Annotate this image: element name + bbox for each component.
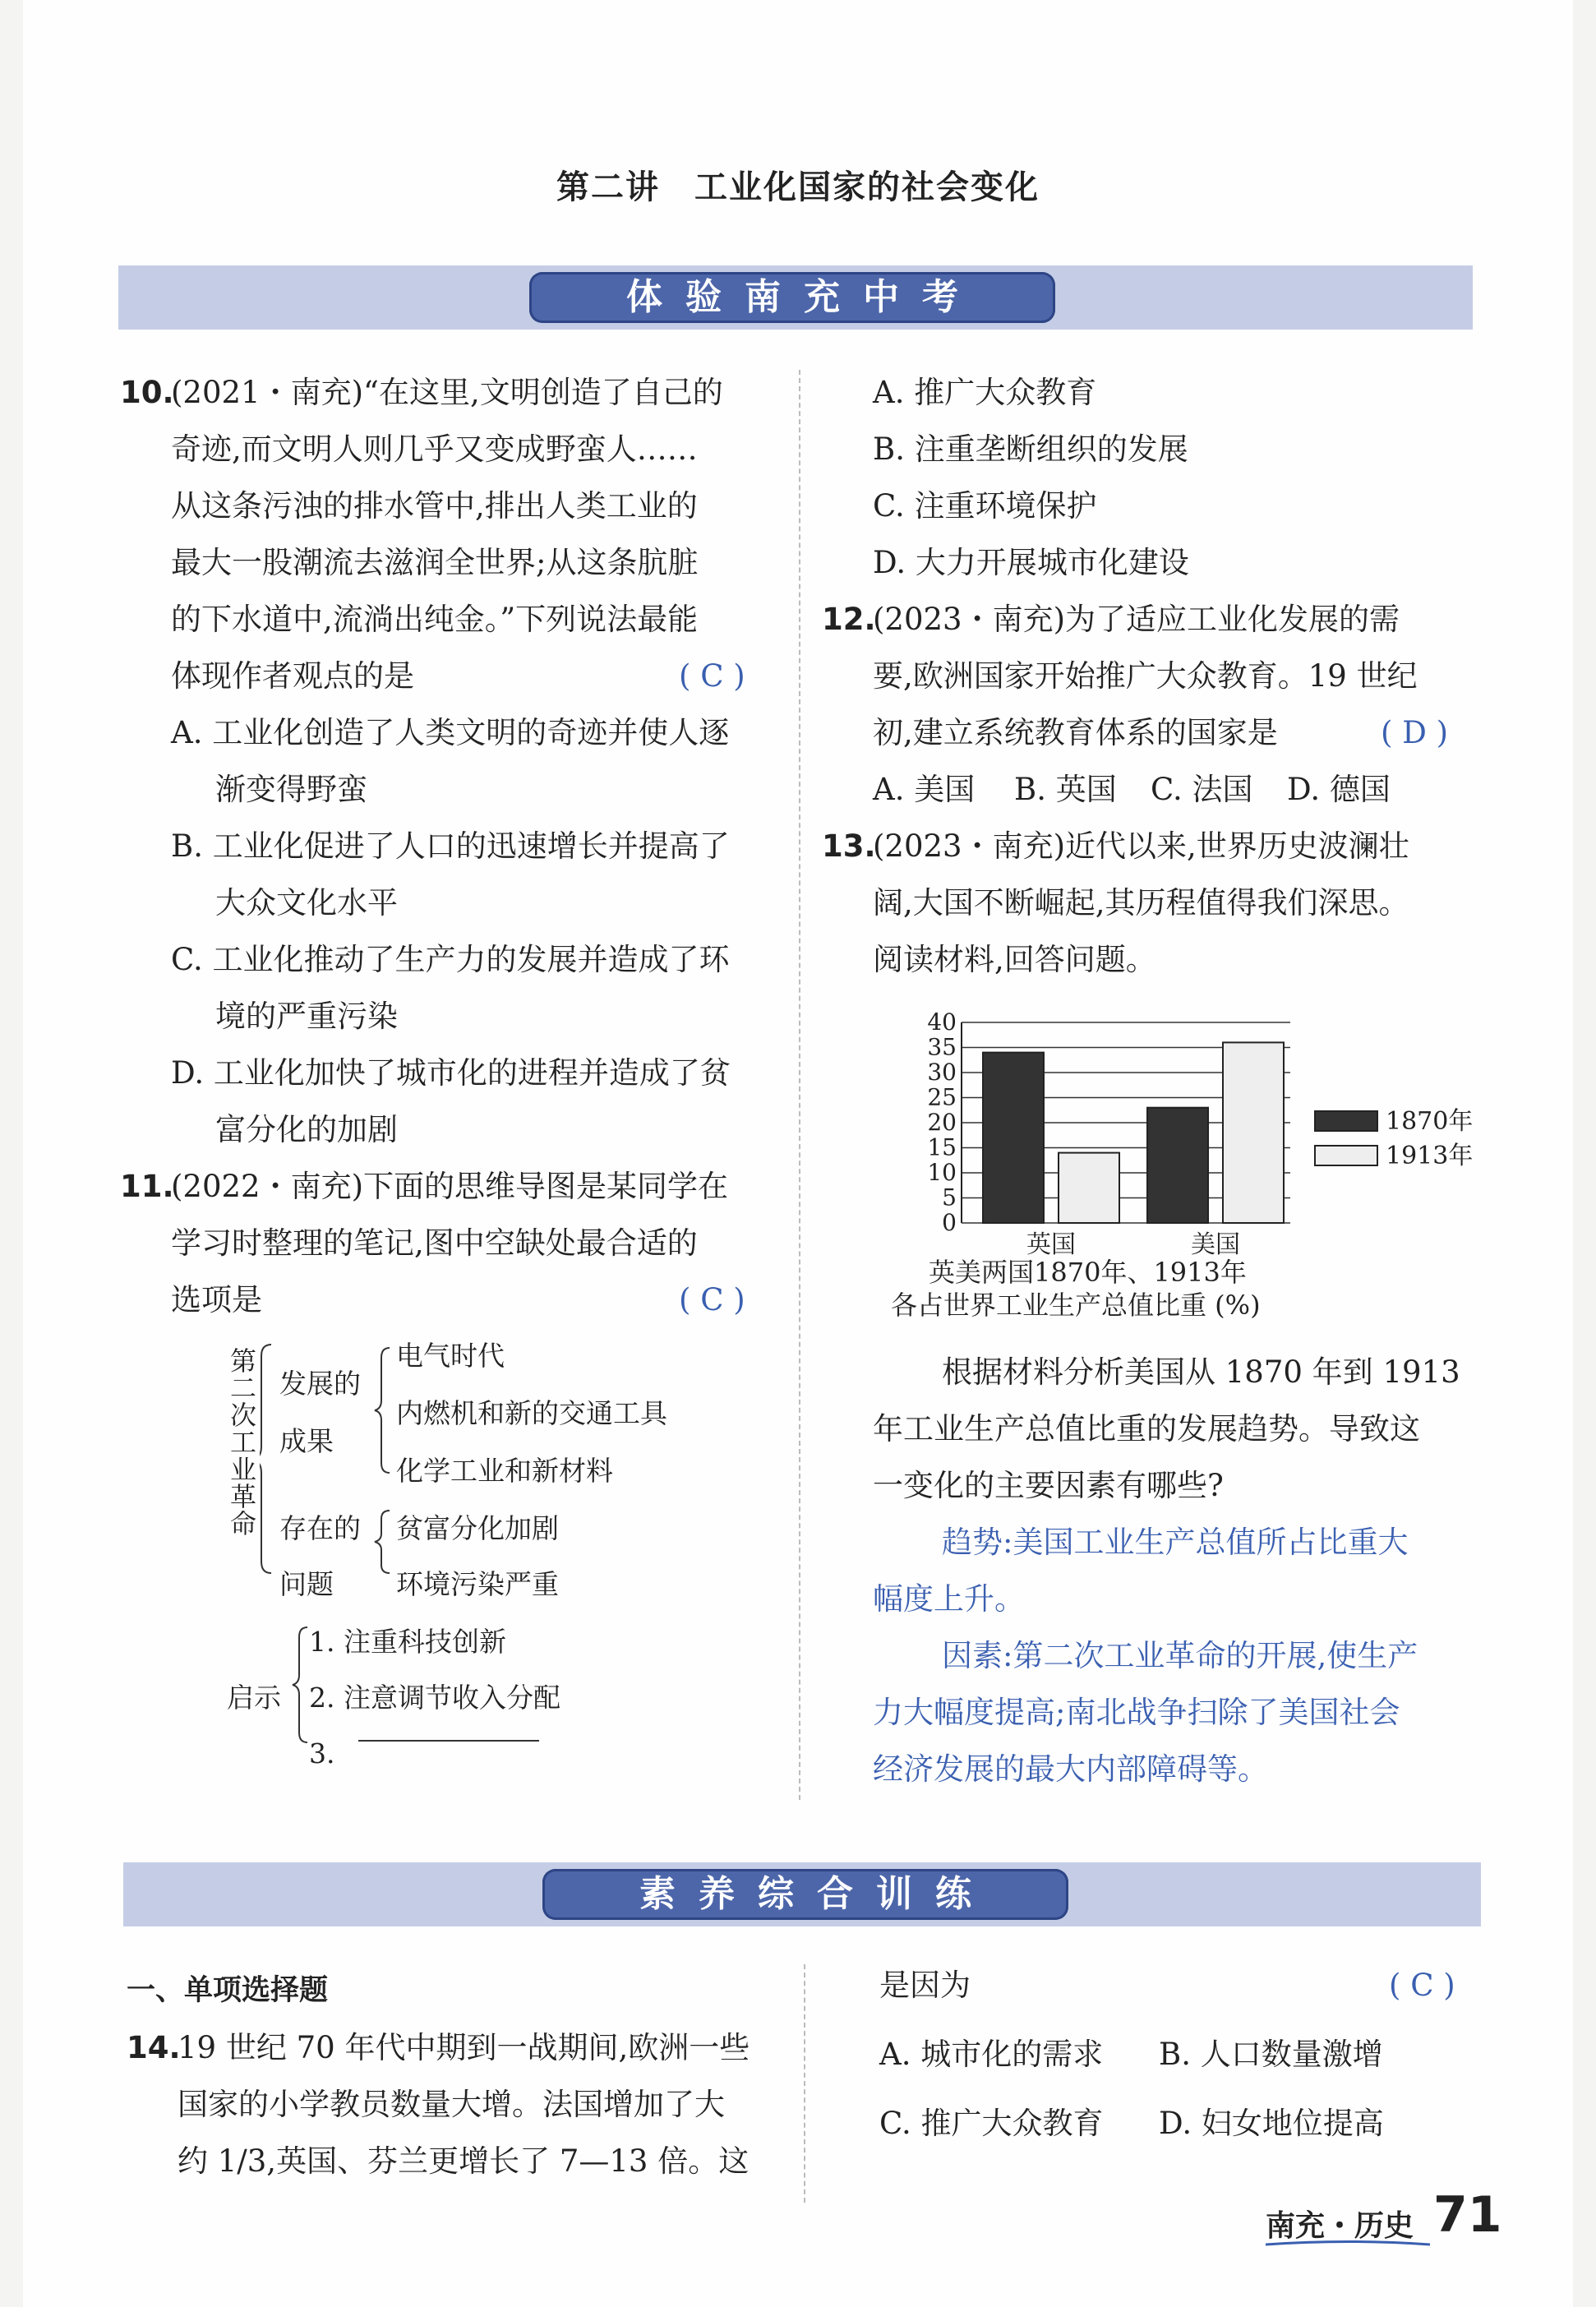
- section-band-2: [123, 1862, 1481, 1926]
- section-banner-2: 素养综合训练: [542, 1869, 1068, 1920]
- chart-ytick-label: 0: [942, 1209, 957, 1236]
- q12-number: 12.: [822, 602, 876, 637]
- q10-line: 体现作者观点的是: [171, 658, 414, 694]
- brace-branch1: [375, 1348, 390, 1473]
- q12-option: C. 法国: [1151, 772, 1253, 807]
- q10-line: (2021・南充)“在这里,文明创造了自己的: [171, 375, 723, 410]
- mindmap-branch1-a: 发展的: [279, 1368, 361, 1400]
- chart-ytick-label: 10: [927, 1159, 957, 1186]
- q10-option: B. 工业化促进了人口的迅速增长并提高了: [171, 828, 730, 864]
- mindmap-b1-item: 内燃机和新的交通工具: [396, 1397, 667, 1429]
- q10-option: 富分化的加剧: [215, 1112, 398, 1147]
- q12-option: B. 英国: [1014, 772, 1117, 807]
- q11-number: 11.: [120, 1169, 174, 1204]
- mindmap-branch1-b: 成果: [279, 1425, 334, 1457]
- section-banner-1: 体验南充中考: [529, 272, 1055, 323]
- chart-ytick-label: 40: [927, 1008, 957, 1036]
- q11-option: C. 注重环境保护: [873, 488, 1097, 524]
- mindmap-insight-item: 1. 注重科技创新: [309, 1626, 506, 1658]
- q13-question: 根据材料分析美国从 1870 年到 1913: [942, 1354, 1460, 1390]
- mindmap-b1-item: 电气时代: [396, 1340, 505, 1372]
- brace-root: [260, 1345, 271, 1573]
- q13-line: 阔,大国不断崛起,其历程值得我们深思。: [873, 885, 1409, 920]
- q13-number: 13.: [822, 828, 876, 864]
- chart-bar: [1223, 1042, 1284, 1223]
- chart-legend-label: 1913年: [1386, 1142, 1474, 1170]
- q10-option: A. 工业化创造了人类文明的奇迹并使人逐: [171, 715, 730, 750]
- mindmap-insight-item: 2. 注意调节收入分配: [309, 1682, 560, 1714]
- q13-answer: 因素:第二次工业革命的开展,使生产: [942, 1638, 1418, 1673]
- part-heading: 一、单项选择题: [127, 1974, 329, 2007]
- page-number: 71: [1433, 2186, 1502, 2244]
- q12-line: 要,欧洲国家开始推广大众教育。19 世纪: [873, 658, 1418, 694]
- chart-legend-swatch: [1315, 1146, 1377, 1165]
- mindmap-branch2-b: 问题: [279, 1568, 334, 1600]
- q10-option: 境的严重污染: [215, 999, 398, 1034]
- q14-option: A. 城市化的需求: [879, 2037, 1104, 2072]
- q10-line: 最大一股潮流去滋润全世界;从这条肮脏: [171, 545, 699, 580]
- q13-answer: 幅度上升。: [873, 1581, 1025, 1617]
- q11-option: B. 注重垄断组织的发展: [873, 431, 1188, 467]
- brace-insight: [293, 1627, 307, 1742]
- chart-ytick-label: 5: [942, 1183, 957, 1211]
- chart-bar: [1059, 1153, 1119, 1223]
- q10-option: 大众文化水平: [215, 885, 398, 920]
- mindmap-b1-item: 化学工业和新材料: [396, 1455, 613, 1487]
- chart-title-line2: 各占世界工业生产总值比重 (%): [891, 1290, 1261, 1321]
- q13-question: 年工业生产总值比重的发展趋势。导致这: [873, 1411, 1420, 1446]
- q14-line: 19 世纪 70 年代中期到一战期间,欧洲一些: [178, 2030, 750, 2065]
- chart-legend-swatch: [1315, 1111, 1377, 1131]
- q10-line: 的下水道中,流淌出纯金。”下列说法最能: [171, 602, 699, 637]
- chart-ytick-label: 20: [927, 1109, 957, 1136]
- q12-option: D. 德国: [1287, 772, 1391, 807]
- q12-option: A. 美国: [873, 772, 976, 807]
- q11-line: 学习时整理的笔记,图中空缺处最合适的: [171, 1225, 698, 1261]
- chart-category-label: 英国: [1026, 1230, 1076, 1259]
- q10-line: 从这条污浊的排水管中,排出人类工业的: [171, 488, 698, 524]
- q11-option: A. 推广大众教育: [873, 375, 1097, 410]
- footer-brand: 南充・历史: [1266, 2209, 1414, 2243]
- q10-line: 奇迹,而文明人则几乎又变成野蛮人……: [171, 431, 698, 467]
- chart-ytick-label: 30: [927, 1059, 957, 1086]
- q13-line: (2023・南充)近代以来,世界历史波澜壮: [873, 828, 1409, 864]
- q14-line: 约 1/3,英国、芬兰更增长了 7—13 倍。这: [178, 2143, 750, 2179]
- q11-answer: ( C ): [679, 1282, 745, 1317]
- q14-option: C. 推广大众教育: [879, 2106, 1104, 2141]
- mindmap-insight: 启示: [227, 1682, 281, 1714]
- q13-line: 阅读材料,回答问题。: [873, 942, 1156, 977]
- mindmap-branch2-a: 存在的: [279, 1512, 361, 1544]
- q12-answer: ( D ): [1381, 715, 1449, 750]
- chart-category-label: 美国: [1191, 1230, 1240, 1259]
- mindmap-insight-item: 3.: [309, 1737, 335, 1769]
- chart-ytick-label: 35: [927, 1033, 957, 1061]
- chart-ytick-label: 15: [927, 1133, 957, 1161]
- chart-bar: [1147, 1108, 1208, 1223]
- q13-question: 一变化的主要因素有哪些?: [873, 1468, 1224, 1503]
- q14-line: 是因为: [879, 1968, 971, 2003]
- q10-number: 10.: [120, 375, 174, 410]
- footer-underline: [1266, 2240, 1430, 2249]
- page-title: 第二讲 工业化国家的社会变化: [556, 168, 1040, 206]
- q14-option: D. 妇女地位提高: [1159, 2106, 1384, 2141]
- q11-option: D. 大力开展城市化建设: [873, 545, 1189, 580]
- chart-bar: [983, 1053, 1044, 1223]
- section-band-1: [118, 265, 1473, 330]
- q13-answer: 力大幅度提高;南北战争扫除了美国社会: [873, 1695, 1400, 1730]
- q10-option: 渐变得野蛮: [215, 772, 367, 807]
- q14-line: 国家的小学教员数量大增。法国增加了大: [178, 2087, 725, 2122]
- q13-answer: 趋势:美国工业生产总值所占比重大: [942, 1525, 1409, 1560]
- mindmap-b2-item: 环境污染严重: [396, 1568, 559, 1600]
- chart-title-line1: 英美两国1870年、1913年: [929, 1257, 1247, 1288]
- q10-answer: ( C ): [679, 658, 745, 694]
- q11-line: 选项是: [171, 1282, 262, 1317]
- brace-branch2: [375, 1511, 390, 1573]
- q14-number: 14.: [127, 2030, 181, 2065]
- q14-option: B. 人口数量激增: [1159, 2037, 1383, 2072]
- q13-answer: 经济发展的最大内部障碍等。: [873, 1751, 1268, 1787]
- mindmap-root: 第二次工业革命: [229, 1345, 256, 1539]
- column-divider-1: [799, 370, 800, 1800]
- q14-answer: ( C ): [1389, 1968, 1455, 2003]
- q10-option: C. 工业化推动了生产力的发展并造成了环: [171, 942, 730, 977]
- chart-ytick-label: 25: [927, 1083, 957, 1111]
- q12-line: 初,建立系统教育体系的国家是: [873, 715, 1278, 750]
- q12-line: (2023・南充)为了适应工业化发展的需: [873, 602, 1400, 637]
- chart-legend-label: 1870年: [1386, 1107, 1474, 1136]
- mindmap-b2-item: 贫富分化加剧: [396, 1512, 559, 1544]
- column-divider-2: [804, 1964, 805, 2203]
- q11-line: (2022・南充)下面的思维导图是某同学在: [171, 1169, 729, 1204]
- q10-option: D. 工业化加快了城市化的进程并造成了贫: [171, 1055, 731, 1091]
